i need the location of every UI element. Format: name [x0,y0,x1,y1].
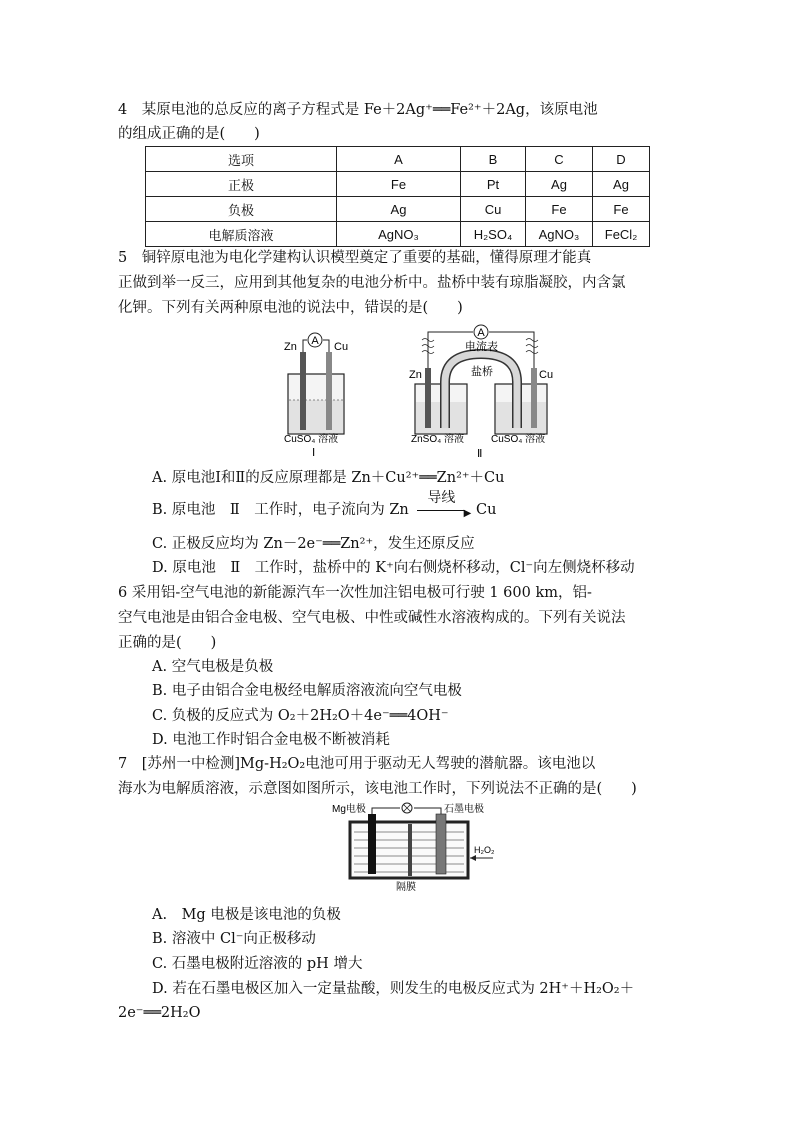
table-cell: Ag [593,172,650,197]
zn-label: Zn [284,341,297,353]
q4-options-table [145,146,650,247]
arrow-head-icon: ▶ [463,508,472,519]
q5-figure-cell-2 [405,320,555,460]
table-cell: Fe [593,197,650,222]
zn-electrode [425,368,431,428]
q5-figure-cell-1 [270,330,360,460]
table-header-cell: B [461,147,526,172]
cu-label: Cu [334,341,349,353]
q7-stem-line1: 7 [苏州一中检测]Mg-H₂O₂电池可用于驱动无人驾驶的潜航器。该电池以 [118,756,596,772]
q6-option-b: B. 电子由铝合金电极经电解质溶液流向空气电极 [152,683,462,699]
q6-stem-line3: 正确的是( ) [118,635,217,651]
solution-left-label: ZnSO₄ 溶液 [411,434,464,445]
q5-stem-line3: 化钾。下列有关两种原电池的说法中，错误的是( ) [118,300,463,316]
table-cell: Pt [461,172,526,197]
ammeter-caption: 电流表 [465,341,498,353]
solution-fill [289,400,343,433]
zn-electrode [300,352,306,430]
table-row [146,222,650,247]
table-row [146,147,650,172]
graphite-label: 石墨电极 [444,804,484,815]
table-cell: 负极 [146,197,337,222]
q7-stem-line2: 海水为电解质溶液，示意图如图所示，该电池工作时，下列说法不正确的是( ) [118,781,637,797]
q5-option-b [152,490,497,520]
table-cell: Ag [337,197,461,222]
q4-stem-line1: 4 某原电池的总反应的离子方程式是 Fe＋2Ag⁺══Fe²⁺＋2Ag，该原电池 [118,102,598,118]
mg-label: Mg电极 [332,804,366,815]
q5-stem-line1: 5 铜锌原电池为电化学建构认识模型奠定了重要的基础，懂得原理才能真 [118,250,592,266]
table-header-cell: 选项 [146,147,337,172]
q5-option-b-suffix: Cu [475,502,497,518]
solution-label: CuSO₄ 溶液 [284,434,339,445]
wire-label: 导线 [427,490,456,506]
q5-option-c: C. 正极反应均为 Zn－2e⁻══Zn²⁺，发生还原反应 [152,536,475,552]
table-cell: H₂SO₄ [461,222,526,247]
salt-bridge-label: 盐桥 [471,366,493,378]
table-cell: Fe [526,197,593,222]
table-cell: AgNO₃ [337,222,461,247]
q6-option-a: A. 空气电极是负极 [152,659,274,675]
cu-label: Cu [539,369,554,381]
table-cell: Cu [461,197,526,222]
mg-electrode [368,814,376,874]
q7-option-d-line1: D. 若在石墨电极区加入一定量盐酸，则发生的电极反应式为 2H⁺＋H₂O₂＋ [152,981,635,997]
q6-option-d: D. 电池工作时铝合金电极不断被消耗 [152,732,390,748]
table-header-cell: C [526,147,593,172]
table-row [146,172,650,197]
figure-label: Ⅰ [312,447,316,459]
table-cell: FeCl₂ [593,222,650,247]
q5-option-d: D. 原电池 Ⅱ 工作时，盐桥中的 K⁺向右侧烧杯移动，Cl⁻向左侧烧杯移动 [152,560,635,576]
membrane [408,824,412,876]
ammeter-label: A [311,335,319,347]
q4-stem-line2: 的组成正确的是( ) [118,126,260,142]
q7-option-d-line2: 2e⁻══2H₂O [118,1005,201,1021]
solution-right-label: CuSO₄ 溶液 [491,434,546,445]
h2o2-label: H₂O₂ [474,845,495,855]
q7-option-a: A. Mg 电极是该电池的负极 [152,907,341,923]
table-row [146,197,650,222]
q5-option-a: A. 原电池Ⅰ和Ⅱ的反应原理都是 Zn＋Cu²⁺══Zn²⁺＋Cu [152,470,505,486]
zn-label: Zn [409,369,422,381]
wire-arrow [413,490,472,520]
cu-electrode [326,352,332,430]
ammeter-label: A [477,327,485,339]
q6-stem-line1: 6 采用铝-空气电池的新能源汽车一次性加注铝电极可行驶 1 600 km，铝- [118,585,592,601]
table-cell: Ag [526,172,593,197]
arrow-line [417,510,465,511]
q6-stem-line2: 空气电池是由铝合金电极、空气电极、中性或碱性水溶液构成的。下列有关说法 [118,610,626,626]
figure-label: Ⅱ [477,448,483,460]
q5-option-b-prefix: B. 原电池 Ⅱ 工作时，电子流向为 Zn [152,502,409,518]
table-cell: 正极 [146,172,337,197]
membrane-label: 隔膜 [396,882,416,893]
q7-option-b: B. 溶液中 Cl⁻向正极移动 [152,931,316,947]
q5-stem-line2: 正做到举一反三，应用到其他复杂的电池分析中。盐桥中装有琼脂凝胶，内含氯 [118,275,626,291]
q7-option-c: C. 石墨电极附近溶液的 pH 增大 [152,956,363,972]
table-header-cell: A [337,147,461,172]
table-cell: 电解质溶液 [146,222,337,247]
q6-option-c: C. 负极的反应式为 O₂＋2H₂O＋4e⁻══4OH⁻ [152,708,449,724]
graphite-electrode [436,814,446,874]
q7-figure-battery [328,800,498,895]
table-cell: AgNO₃ [526,222,593,247]
table-cell: Fe [337,172,461,197]
table-header-cell: D [593,147,650,172]
cu-electrode [531,368,537,428]
